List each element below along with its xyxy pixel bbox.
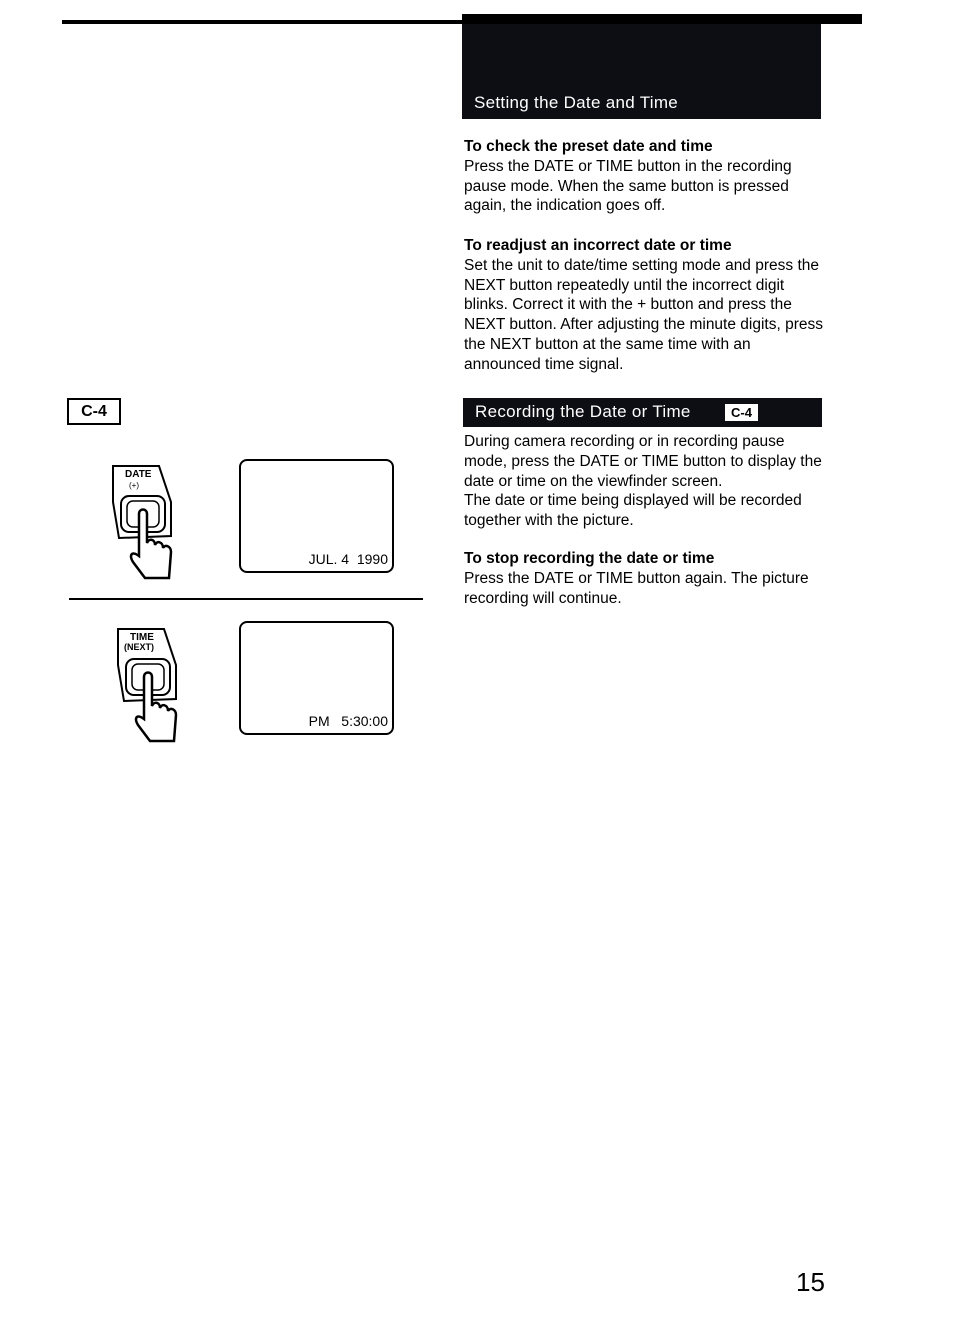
check-preset-heading: To check the preset date and time <box>464 138 713 155</box>
date-button-label: DATE <box>125 469 152 480</box>
page-number: 15 <box>796 1267 825 1297</box>
readjust-section <box>464 236 824 375</box>
time-button-label: TIME <box>130 632 154 643</box>
figure-label: C-4 <box>67 398 121 425</box>
page-title: Setting the Date and Time <box>474 93 679 112</box>
stop-recording-body: Press the DATE or TIME button again. The picture recording will continue. <box>464 569 809 607</box>
check-preset-body: Press the DATE or TIME button in the recording pause mode. When the same button is pressed again, the indication goes off. <box>464 157 792 215</box>
time-display-text: PM 5:30:00 <box>308 713 388 729</box>
time-button-press-illustration <box>110 625 190 747</box>
date-display-text: JUL. 4 1990 <box>308 551 388 567</box>
readjust-body: Set the unit to date/time setting mode and press the NEXT button repeatedly until the incorrect digit blinks. Correct it with the + button and press the NEXT button. After adjusting the minute digits, press the NEXT button at the same time with an announced time signal. <box>464 256 823 373</box>
recording-section-bar <box>463 398 822 427</box>
date-viewfinder-screen <box>239 459 394 573</box>
recording-section-badge: C-4 <box>725 404 758 421</box>
figure-divider <box>69 598 423 600</box>
stop-recording-heading: To stop recording the date or time <box>464 550 715 567</box>
readjust-heading: To readjust an incorrect date or time <box>464 237 732 254</box>
time-button-sublabel: (NEXT) <box>124 642 154 652</box>
time-viewfinder-screen <box>239 621 394 735</box>
recording-section-title: Recording the Date or Time <box>475 402 691 421</box>
section-title-block <box>462 24 821 119</box>
recording-body-2: The date or time being displayed will be recorded together with the picture. <box>464 492 802 530</box>
date-button-sublabel: (+) <box>129 481 139 490</box>
recording-body-1: During camera recording or in recording pause mode, press the DATE or TIME button to display the date or time on the viewfinder screen. <box>464 433 822 490</box>
date-button-press-illustration <box>105 462 185 584</box>
check-preset-section <box>464 137 824 216</box>
stop-recording-section <box>464 549 824 608</box>
recording-section <box>464 432 824 531</box>
